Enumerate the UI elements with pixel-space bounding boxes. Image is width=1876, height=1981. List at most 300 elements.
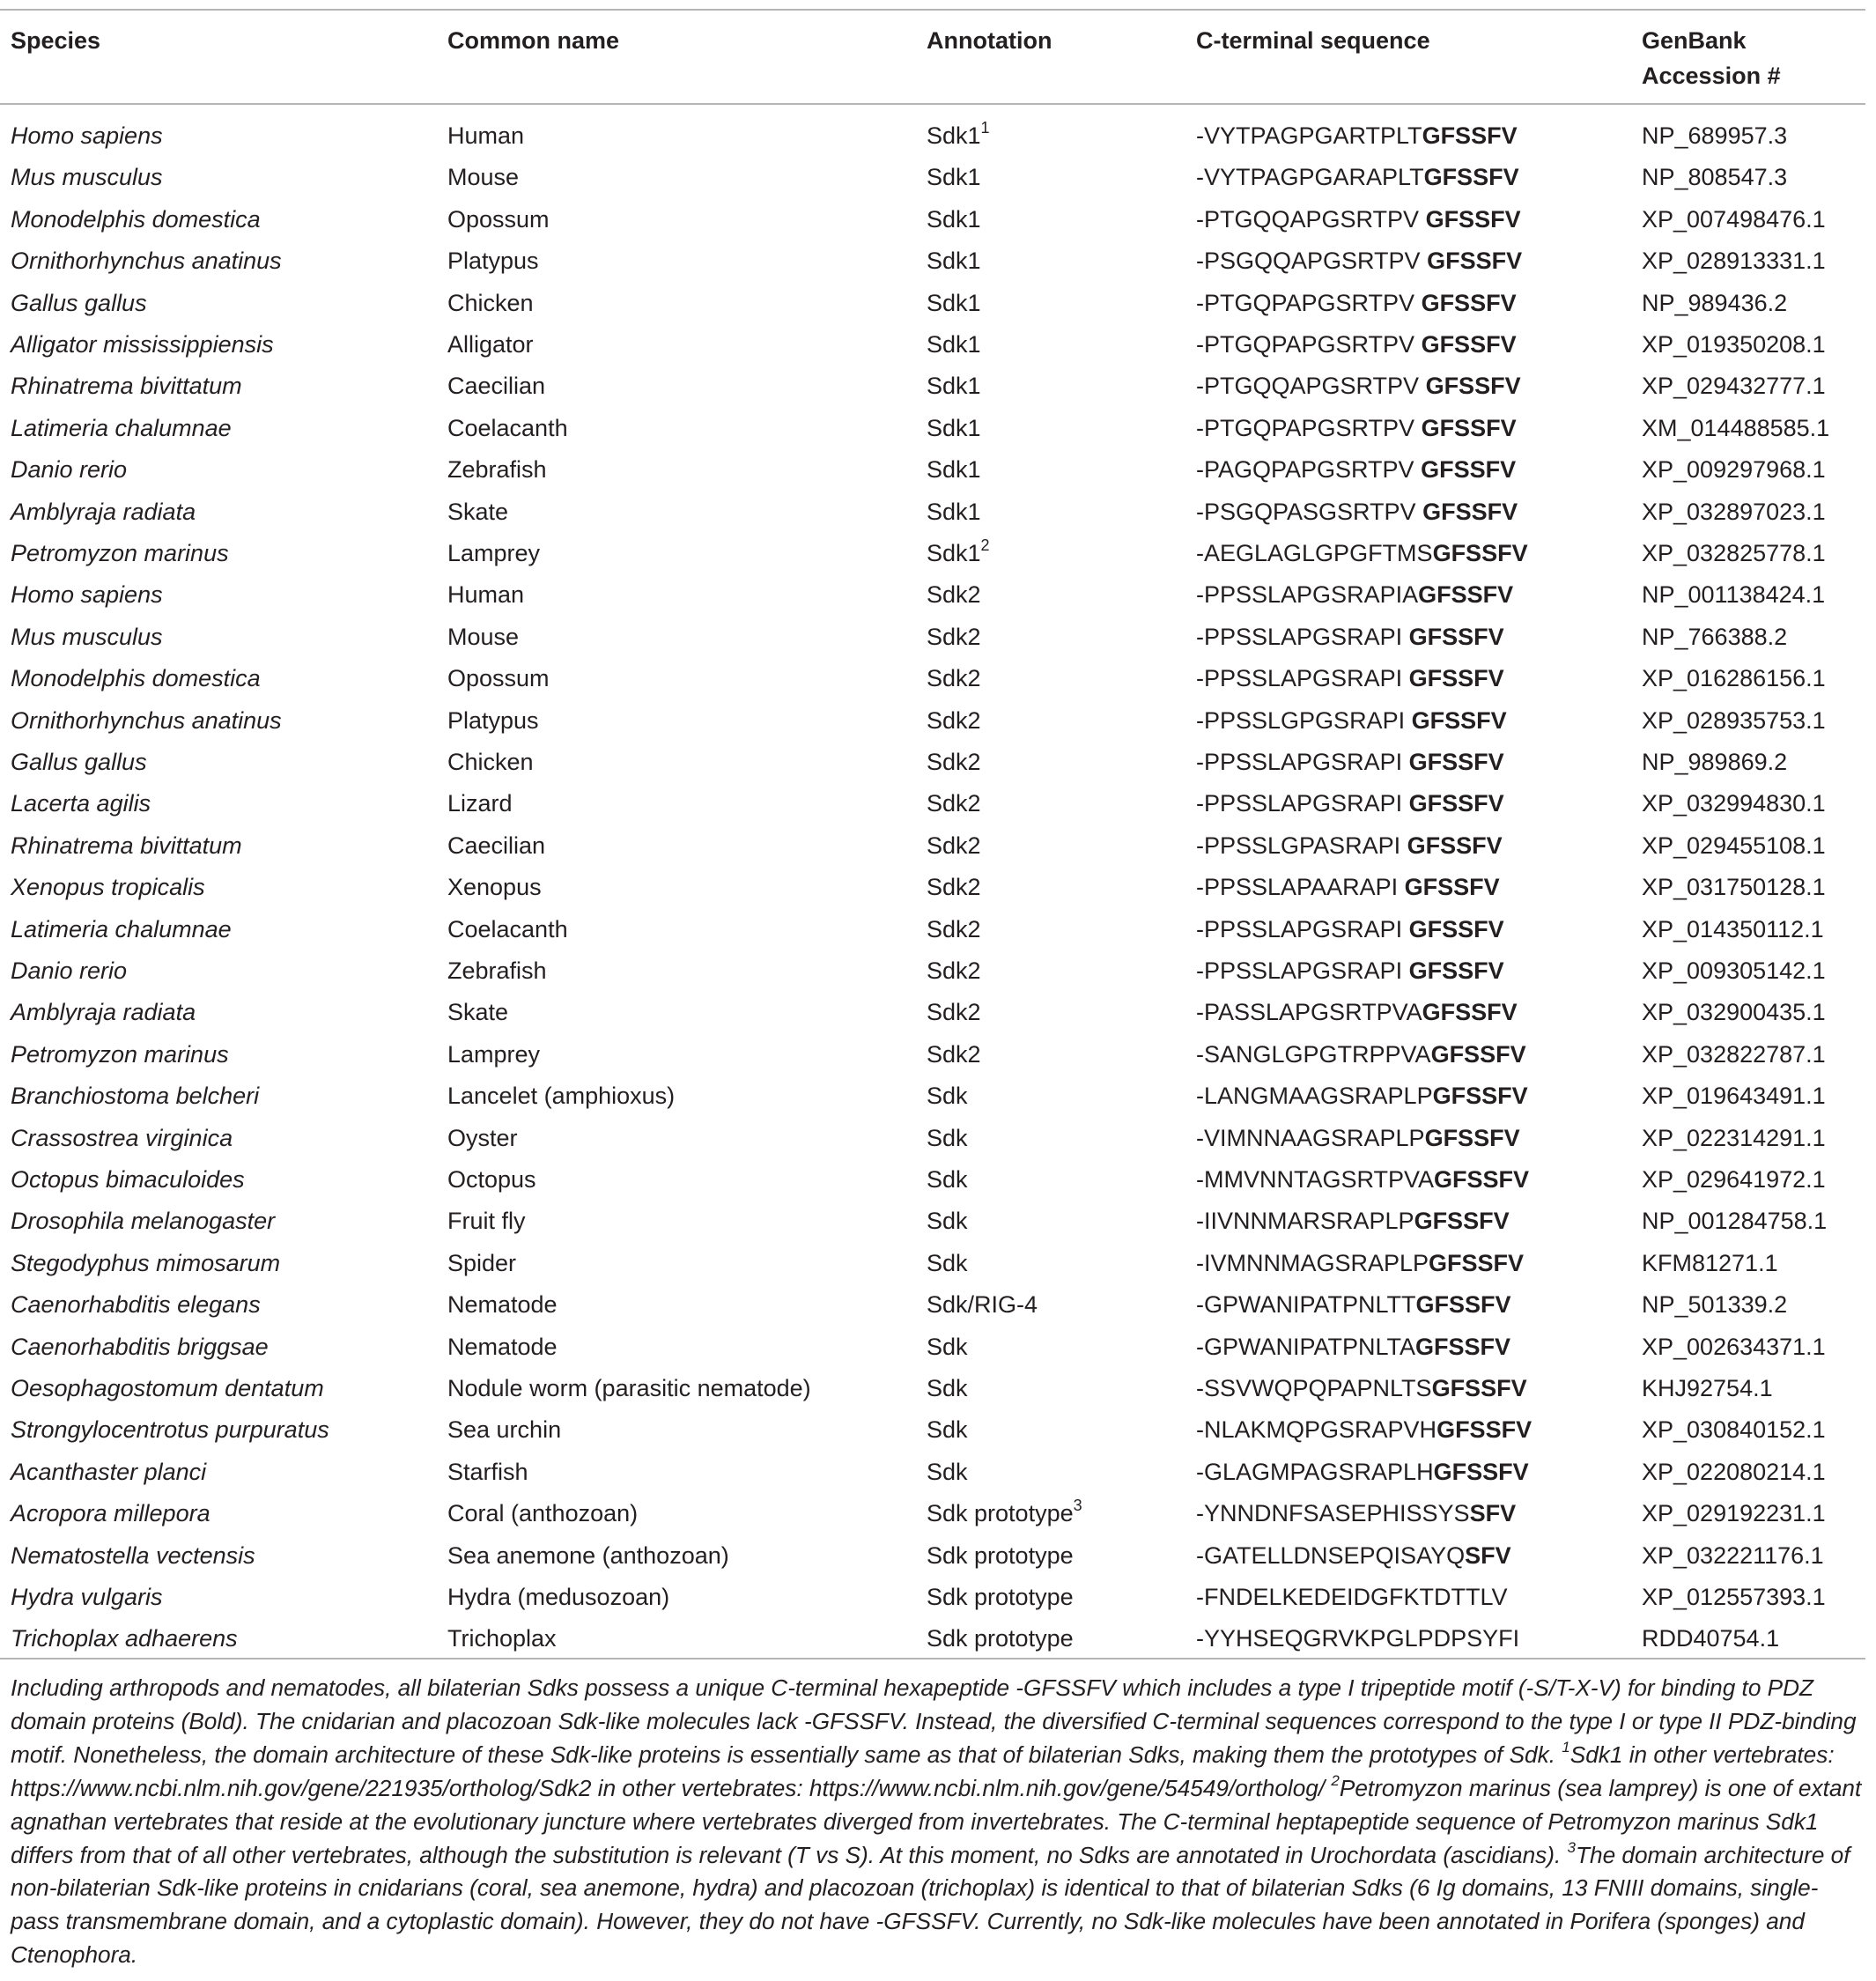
annotation-text: Sdk2 — [927, 665, 981, 692]
cell-c-terminal-sequence — [1196, 1118, 1520, 1159]
cell-genbank-accession: XP_028935753.1 — [1642, 706, 1826, 734]
annotation-text: Sdk1 — [927, 456, 981, 484]
cell-genbank-accession: XP_032825778.1 — [1642, 540, 1826, 566]
table-row — [0, 1034, 1865, 1076]
cell-c-terminal-sequence — [1196, 1284, 1511, 1326]
table-row — [0, 909, 1865, 950]
cell-annotation — [927, 324, 981, 366]
sequence-plain: -SSVWQPQPAPNLTS — [1196, 1375, 1432, 1401]
sequence-plain: -PPSSLAPGSRAPI — [1196, 749, 1409, 775]
cell-common-name: Opossum — [447, 665, 550, 692]
cell-annotation — [927, 115, 990, 157]
cell-species: Octopus bimaculoides — [11, 1166, 245, 1193]
annotation-text: Sdk — [927, 1083, 968, 1110]
cell-common-name: Opossum — [447, 205, 550, 233]
sequence-motif-bold: GFSSFV — [1429, 1249, 1525, 1276]
cell-annotation — [927, 867, 981, 908]
table-row — [0, 742, 1865, 783]
annotation-text: Sdk2 — [927, 915, 981, 942]
cell-annotation — [927, 157, 981, 198]
cell-annotation — [927, 700, 981, 742]
cell-common-name: Skate — [447, 999, 509, 1026]
sequence-plain: -AEGLAGLGPGFTMS — [1196, 540, 1433, 566]
cell-c-terminal-sequence — [1196, 283, 1517, 324]
sequence-motif-bold: GFSSFV — [1421, 414, 1517, 441]
cell-common-name: Zebrafish — [447, 957, 547, 984]
annotation-text: Sdk2 — [927, 581, 981, 609]
cell-species: Trichoplax adhaerens — [11, 1625, 238, 1652]
sequence-plain: -PPSSLAPGSRAPIA — [1196, 581, 1419, 609]
table-bottom-rule — [0, 1658, 1865, 1659]
table-row — [0, 492, 1865, 533]
cell-c-terminal-sequence — [1196, 366, 1521, 407]
cell-common-name: Skate — [447, 498, 509, 525]
table-row — [0, 1409, 1865, 1451]
cell-annotation — [927, 366, 981, 407]
table-row — [0, 658, 1865, 699]
cell-genbank-accession: XP_029432777.1 — [1642, 373, 1826, 400]
cell-c-terminal-sequence — [1196, 1076, 1528, 1117]
annotation-text: Sdk2 — [927, 832, 981, 859]
sequence-motif-bold: GFSSFV — [1421, 289, 1517, 316]
cell-genbank-accession: NP_808547.3 — [1642, 164, 1788, 191]
annotation-text: Sdk prototype — [927, 1625, 1074, 1652]
footnote-part2: Sdk1 in other vertebrates: https://www.ncbi.nlm.nih.gov/gene/221935/ortholog/Sdk2 in other vertebrates: https://www.ncbi.nlm.nih.gov/gene/54549/ortholog/ — [11, 1741, 1835, 1801]
cell-c-terminal-sequence — [1196, 617, 1504, 658]
cell-genbank-accession: NP_766388.2 — [1642, 623, 1788, 650]
cell-species: Hydra vulgaris — [11, 1584, 163, 1610]
sequence-plain: -YYHSEQGRVKPGLPDPSYFI — [1196, 1625, 1520, 1652]
cell-common-name: Platypus — [447, 706, 539, 734]
cell-species: Ornithorhynchus anatinus — [11, 706, 282, 734]
cell-common-name: Lamprey — [447, 540, 541, 566]
cell-genbank-accession: KHJ92754.1 — [1642, 1375, 1773, 1401]
header-species: Species — [11, 27, 101, 54]
cell-c-terminal-sequence — [1196, 909, 1504, 950]
sequence-motif-bold: GFSSFV — [1422, 498, 1518, 525]
annotation-text: Sdk2 — [927, 957, 981, 984]
sequence-plain: -PSGQPASGSRTPV — [1196, 498, 1423, 525]
cell-annotation — [927, 1493, 1082, 1534]
sequence-plain: -GPWANIPATPNLTT — [1196, 1291, 1416, 1319]
cell-species: Latimeria chalumnae — [11, 414, 232, 441]
cell-annotation — [927, 1284, 1038, 1326]
annotation-text: Sdk2 — [927, 1040, 981, 1068]
cell-common-name: Mouse — [447, 623, 520, 650]
table-row — [0, 1327, 1865, 1368]
cell-genbank-accession: XP_019643491.1 — [1642, 1083, 1826, 1110]
cell-common-name: Lancelet (amphioxus) — [447, 1083, 676, 1110]
cell-common-name: Platypus — [447, 248, 539, 275]
annotation-text: Sdk1 — [927, 498, 981, 525]
cell-species: Petromyzon marinus — [11, 1040, 229, 1068]
annotation-footnote-mark: 3 — [1073, 1497, 1082, 1515]
sequence-motif-bold: GFSSFV — [1434, 1166, 1530, 1193]
cell-common-name: Human — [447, 122, 525, 149]
sequence-motif-bold: GFSSFV — [1404, 874, 1500, 901]
cell-annotation — [927, 617, 981, 658]
table-row — [0, 408, 1865, 449]
cell-annotation — [927, 825, 981, 867]
annotation-text: Sdk — [927, 1124, 968, 1151]
table-row — [0, 1368, 1865, 1409]
cell-genbank-accession: KFM81271.1 — [1642, 1249, 1778, 1276]
cell-annotation — [927, 199, 981, 240]
annotation-text: Sdk prototype — [927, 1500, 1074, 1527]
cell-common-name: Sea urchin — [447, 1416, 562, 1444]
sequence-plain: -VYTPAGPGARAPLT — [1196, 164, 1424, 191]
sequence-motif-bold: GFSSFV — [1430, 1040, 1526, 1068]
sequence-plain: -PAGQPAPGSRTPV — [1196, 456, 1422, 484]
cell-annotation — [927, 1368, 968, 1409]
cell-genbank-accession: NP_989869.2 — [1642, 749, 1788, 775]
annotation-text: Sdk2 — [927, 874, 981, 901]
sequence-motif-bold: GFSSFV — [1408, 957, 1504, 984]
cell-species: Gallus gallus — [11, 289, 147, 316]
table-row — [0, 1159, 1865, 1201]
cell-c-terminal-sequence — [1196, 115, 1518, 157]
sequence-plain: -NLAKMQPGSRAPVH — [1196, 1416, 1437, 1444]
annotation-footnote-mark: 2 — [980, 536, 990, 554]
cell-common-name: Nematode — [447, 1333, 558, 1360]
cell-annotation — [927, 1034, 981, 1076]
sequence-motif-bold: GFSSFV — [1408, 915, 1504, 942]
cell-genbank-accession: NP_501339.2 — [1642, 1291, 1788, 1319]
cell-common-name: Human — [447, 581, 525, 609]
cell-common-name: Trichoplax — [447, 1625, 557, 1652]
cell-common-name: Xenopus — [447, 874, 542, 901]
table-row — [0, 115, 1865, 157]
sequence-motif-bold: GFSSFV — [1421, 331, 1517, 358]
table-row — [0, 617, 1865, 658]
annotation-text: Sdk2 — [927, 790, 981, 817]
sequence-plain: -PSGQQAPGSRTPV — [1196, 248, 1428, 275]
table-row — [0, 324, 1865, 366]
table-row — [0, 1577, 1865, 1618]
header-c-terminal-sequence: C-terminal sequence — [1196, 27, 1430, 54]
cell-genbank-accession: XP_002634371.1 — [1642, 1333, 1826, 1360]
cell-genbank-accession: XP_007498476.1 — [1642, 205, 1826, 233]
cell-annotation — [927, 492, 981, 533]
cell-species: Crassostrea virginica — [11, 1124, 233, 1151]
cell-c-terminal-sequence — [1196, 1493, 1516, 1534]
sequence-plain: -GATELLDNSEPQISAYQ — [1196, 1541, 1466, 1569]
table-row — [0, 1076, 1865, 1117]
cell-common-name: Starfish — [447, 1458, 528, 1485]
sequence-plain: -PTGQPAPGSRTPV — [1196, 289, 1422, 316]
cell-genbank-accession: NP_689957.3 — [1642, 122, 1788, 149]
cell-c-terminal-sequence — [1196, 408, 1517, 449]
cell-species: Rhinatrema bivittatum — [11, 373, 242, 400]
sequence-plain: -MMVNNTAGSRTPVA — [1196, 1166, 1435, 1193]
cell-common-name: Fruit fly — [447, 1208, 526, 1235]
annotation-text: Sdk2 — [927, 706, 981, 734]
sequence-motif-bold: GFSSFV — [1408, 749, 1504, 775]
cell-common-name: Coelacanth — [447, 915, 568, 942]
footnote-sup2: 2 — [1331, 1771, 1340, 1789]
sequence-motif-bold: GFSSFV — [1414, 1208, 1510, 1235]
cell-common-name: Chicken — [447, 289, 534, 316]
cell-annotation — [927, 408, 981, 449]
cell-c-terminal-sequence — [1196, 324, 1517, 366]
cell-common-name: Hydra (medusozoan) — [447, 1584, 670, 1610]
cell-c-terminal-sequence — [1196, 783, 1504, 824]
cell-common-name: Lizard — [447, 790, 513, 817]
cell-species: Homo sapiens — [11, 581, 163, 609]
cell-species: Ornithorhynchus anatinus — [11, 248, 282, 275]
cell-genbank-accession: XP_032221176.1 — [1642, 1541, 1824, 1569]
cell-species: Caenorhabditis elegans — [11, 1291, 261, 1319]
sequence-motif-bold: SFV — [1465, 1541, 1511, 1569]
cell-c-terminal-sequence — [1196, 992, 1518, 1033]
sequence-plain: -PPSSLAPGSRAPI — [1196, 623, 1409, 650]
header-genbank-line2: Accession # — [1642, 63, 1781, 89]
table-row — [0, 992, 1865, 1033]
footnote-sup1: 1 — [1562, 1739, 1570, 1756]
table-row — [0, 1118, 1865, 1159]
sequence-plain: -FNDELKEDEIDGFKTDTTLV — [1196, 1584, 1508, 1610]
table-row — [0, 283, 1865, 324]
table-row — [0, 700, 1865, 742]
table-row — [0, 157, 1865, 198]
table-row — [0, 574, 1865, 616]
table-footnote — [11, 1672, 1864, 1972]
cell-c-terminal-sequence — [1196, 1243, 1524, 1284]
annotation-text: Sdk — [927, 1208, 968, 1235]
cell-c-terminal-sequence — [1196, 950, 1504, 992]
cell-annotation — [927, 283, 981, 324]
cell-genbank-accession: XP_019350208.1 — [1642, 331, 1826, 358]
sequence-motif-bold: GFSSFV — [1411, 706, 1507, 734]
cell-genbank-accession: XP_030840152.1 — [1642, 1416, 1826, 1444]
sequence-motif-bold: GFSSFV — [1437, 1416, 1533, 1444]
cell-c-terminal-sequence — [1196, 867, 1500, 908]
annotation-text: Sdk1 — [927, 289, 981, 316]
cell-species: Branchiostoma belcheri — [11, 1083, 260, 1110]
table-row — [0, 1284, 1865, 1326]
cell-annotation — [927, 1159, 968, 1201]
cell-c-terminal-sequence — [1196, 742, 1504, 783]
cell-common-name: Alligator — [447, 331, 534, 358]
cell-c-terminal-sequence — [1196, 825, 1503, 867]
sequence-motif-bold: GFSSFV — [1432, 540, 1528, 566]
cell-annotation — [927, 1409, 968, 1451]
cell-species: Nematostella vectensis — [11, 1541, 255, 1569]
cell-annotation — [927, 783, 981, 824]
sequence-plain: -GPWANIPATPNLTA — [1196, 1333, 1416, 1360]
table-row — [0, 783, 1865, 824]
annotation-text: Sdk/RIG-4 — [927, 1291, 1038, 1319]
cell-c-terminal-sequence — [1196, 1577, 1508, 1618]
cell-genbank-accession: NP_989436.2 — [1642, 289, 1788, 316]
cell-annotation — [927, 1243, 968, 1284]
cell-species: Monodelphis domestica — [11, 665, 261, 692]
sequence-plain: -PPSSLGPGSRAPI — [1196, 706, 1412, 734]
sequence-motif-bold: GFSSFV — [1432, 1083, 1528, 1110]
cell-common-name: Nodule worm (parasitic nematode) — [447, 1375, 811, 1401]
cell-species: Homo sapiens — [11, 122, 163, 149]
header-genbank-accession — [1642, 23, 1781, 93]
annotation-text: Sdk1 — [927, 205, 981, 233]
cell-genbank-accession: XP_022080214.1 — [1642, 1458, 1826, 1485]
cell-genbank-accession: XP_016286156.1 — [1642, 665, 1826, 692]
table-row — [0, 867, 1865, 908]
cell-common-name: Nematode — [447, 1291, 558, 1319]
sequence-motif-bold: GFSSFV — [1415, 1333, 1511, 1360]
annotation-text: Sdk2 — [927, 623, 981, 650]
cell-common-name: Coelacanth — [447, 414, 568, 441]
annotation-text: Sdk1 — [927, 164, 981, 191]
cell-species: Danio rerio — [11, 456, 128, 484]
table-row — [0, 1493, 1865, 1534]
table-top-rule — [0, 9, 1865, 11]
sequence-plain: -PTGQQAPGSRTPV — [1196, 205, 1426, 233]
table-row — [0, 1618, 1865, 1659]
cell-species: Caenorhabditis briggsae — [11, 1333, 269, 1360]
sequence-motif-bold: GFSSFV — [1418, 581, 1514, 609]
cell-genbank-accession: XP_012557393.1 — [1642, 1584, 1826, 1610]
cell-genbank-accession: NP_001284758.1 — [1642, 1208, 1828, 1235]
sequence-plain: -PASSLAPGSRTPVA — [1196, 999, 1422, 1026]
cell-common-name: Zebrafish — [447, 456, 547, 484]
cell-common-name: Spider — [447, 1249, 517, 1276]
cell-annotation — [927, 1618, 1074, 1659]
cell-c-terminal-sequence — [1196, 1327, 1510, 1368]
cell-c-terminal-sequence — [1196, 1034, 1526, 1076]
sequence-motif-bold: GFSSFV — [1433, 1458, 1529, 1485]
sequence-plain: -LANGMAAGSRAPLP — [1196, 1083, 1433, 1110]
sequence-plain: -IIVNNMARSRAPLP — [1196, 1208, 1414, 1235]
sequence-motif-bold: GFSSFV — [1408, 623, 1504, 650]
sequence-motif-bold: GFSSFV — [1407, 832, 1503, 859]
cell-species: Danio rerio — [11, 957, 128, 984]
annotation-text: Sdk2 — [927, 999, 981, 1026]
table-row — [0, 825, 1865, 867]
cell-annotation — [927, 1118, 968, 1159]
cell-common-name: Sea anemone (anthozoan) — [447, 1541, 729, 1569]
cell-genbank-accession: XP_009297968.1 — [1642, 456, 1826, 484]
table-row — [0, 950, 1865, 992]
cell-species: Acanthaster planci — [11, 1458, 207, 1485]
sequence-plain: -PPSSLGPASRAPI — [1196, 832, 1407, 859]
cell-common-name: Mouse — [447, 164, 520, 191]
table-row — [0, 1201, 1865, 1242]
cell-genbank-accession: XP_031750128.1 — [1642, 874, 1826, 901]
annotation-text: Sdk2 — [927, 749, 981, 775]
table-row — [0, 1535, 1865, 1577]
cell-c-terminal-sequence — [1196, 240, 1522, 282]
sequence-plain: -GLAGMPAGSRAPLH — [1196, 1458, 1434, 1485]
cell-common-name: Lamprey — [447, 1040, 541, 1068]
cell-genbank-accession: XP_032897023.1 — [1642, 498, 1826, 525]
cell-species: Monodelphis domestica — [11, 205, 261, 233]
cell-annotation — [927, 1327, 968, 1368]
cell-genbank-accession: XM_014488585.1 — [1642, 414, 1830, 441]
cell-genbank-accession: XP_029192231.1 — [1642, 1500, 1826, 1527]
cell-species: Latimeria chalumnae — [11, 915, 232, 942]
cell-genbank-accession: XP_028913331.1 — [1642, 248, 1826, 275]
annotation-text: Sdk1 — [927, 414, 981, 441]
cell-annotation — [927, 449, 981, 491]
annotation-text: Sdk1 — [927, 540, 981, 566]
cell-c-terminal-sequence — [1196, 199, 1521, 240]
table-header-rule — [0, 103, 1865, 105]
cell-c-terminal-sequence — [1196, 1368, 1527, 1409]
cell-c-terminal-sequence — [1196, 574, 1513, 616]
cell-c-terminal-sequence — [1196, 1409, 1532, 1451]
cell-genbank-accession: XP_014350112.1 — [1642, 915, 1824, 942]
annotation-text: Sdk — [927, 1333, 968, 1360]
cell-c-terminal-sequence — [1196, 1618, 1519, 1659]
sequence-motif-bold: GFSSFV — [1424, 1124, 1520, 1151]
cell-species: Lacerta agilis — [11, 790, 151, 817]
cell-common-name: Chicken — [447, 749, 534, 775]
sequence-motif-bold: GFSSFV — [1408, 790, 1504, 817]
cell-c-terminal-sequence — [1196, 449, 1516, 491]
cell-genbank-accession: XP_032900435.1 — [1642, 999, 1826, 1026]
cell-annotation — [927, 1452, 968, 1493]
sequence-motif-bold: SFV — [1469, 1500, 1517, 1527]
table-row — [0, 240, 1865, 282]
cell-annotation — [927, 1076, 968, 1117]
cell-genbank-accession: XP_009305142.1 — [1642, 957, 1826, 984]
sequence-plain: -PPSSLAPGSRAPI — [1196, 915, 1409, 942]
sequence-motif-bold: GFSSFV — [1423, 164, 1519, 191]
cell-genbank-accession: RDD40754.1 — [1642, 1625, 1780, 1652]
sequence-plain: -PPSSLAPAARAPI — [1196, 874, 1405, 901]
sequence-plain: -VYTPAGPGARTPLT — [1196, 122, 1422, 149]
header-genbank-line1: GenBank — [1642, 27, 1747, 54]
cell-species: Petromyzon marinus — [11, 540, 229, 566]
cell-annotation — [927, 1535, 1074, 1577]
sequence-plain: -PTGQPAPGSRTPV — [1196, 331, 1422, 358]
cell-annotation — [927, 992, 981, 1033]
sequence-plain: -PTGQPAPGSRTPV — [1196, 414, 1422, 441]
annotation-text: Sdk prototype — [927, 1584, 1074, 1610]
cell-genbank-accession: NP_001138424.1 — [1642, 581, 1826, 609]
sequence-motif-bold: GFSSFV — [1421, 456, 1517, 484]
sequence-motif-bold: GFSSFV — [1422, 999, 1518, 1026]
cell-c-terminal-sequence — [1196, 700, 1507, 742]
cell-c-terminal-sequence — [1196, 157, 1519, 198]
sequence-plain: -PTGQQAPGSRTPV — [1196, 373, 1426, 400]
table-row — [0, 449, 1865, 491]
cell-c-terminal-sequence — [1196, 492, 1518, 533]
sequence-plain: -SANGLGPGTRPPVA — [1196, 1040, 1431, 1068]
cell-common-name: Caecilian — [447, 373, 546, 400]
footnote-part3: Petromyzon marinus (sea lamprey) is one of extant agnathan vertebrates that reside at the evolutionary juncture where vertebrates diverged from invertebrates. The C-terminal heptapeptide sequence of Petromyzon marinus Sdk1 differs from that of all other vertebrates, although the substitution is relevant (T vs S). At this moment, no Sdks are annotated in Urochordata (ascidians). — [11, 1774, 1862, 1868]
sequence-plain: -IVMNNMAGSRAPLP — [1196, 1249, 1429, 1276]
cell-genbank-accession: XP_032822787.1 — [1642, 1040, 1826, 1068]
table-row — [0, 199, 1865, 240]
sequence-motif-bold: GFSSFV — [1427, 248, 1523, 275]
sequence-plain: -YNNDNFSASEPHISSYS — [1196, 1500, 1470, 1527]
annotation-text: Sdk1 — [927, 373, 981, 400]
cell-species: Oesophagostomum dentatum — [11, 1375, 324, 1401]
annotation-text: Sdk — [927, 1166, 968, 1193]
cell-annotation — [927, 909, 981, 950]
cell-species: Stegodyphus mimosarum — [11, 1249, 281, 1276]
table-row — [0, 1243, 1865, 1284]
cell-species: Drosophila melanogaster — [11, 1208, 276, 1235]
annotation-text: Sdk — [927, 1375, 968, 1401]
cell-species: Amblyraja radiata — [11, 999, 196, 1026]
cell-annotation — [927, 574, 981, 616]
header-common-name: Common name — [447, 27, 620, 54]
sequence-motif-bold: GFSSFV — [1425, 205, 1521, 233]
cell-annotation — [927, 1577, 1074, 1618]
footnote-sup3: 3 — [1567, 1838, 1577, 1856]
